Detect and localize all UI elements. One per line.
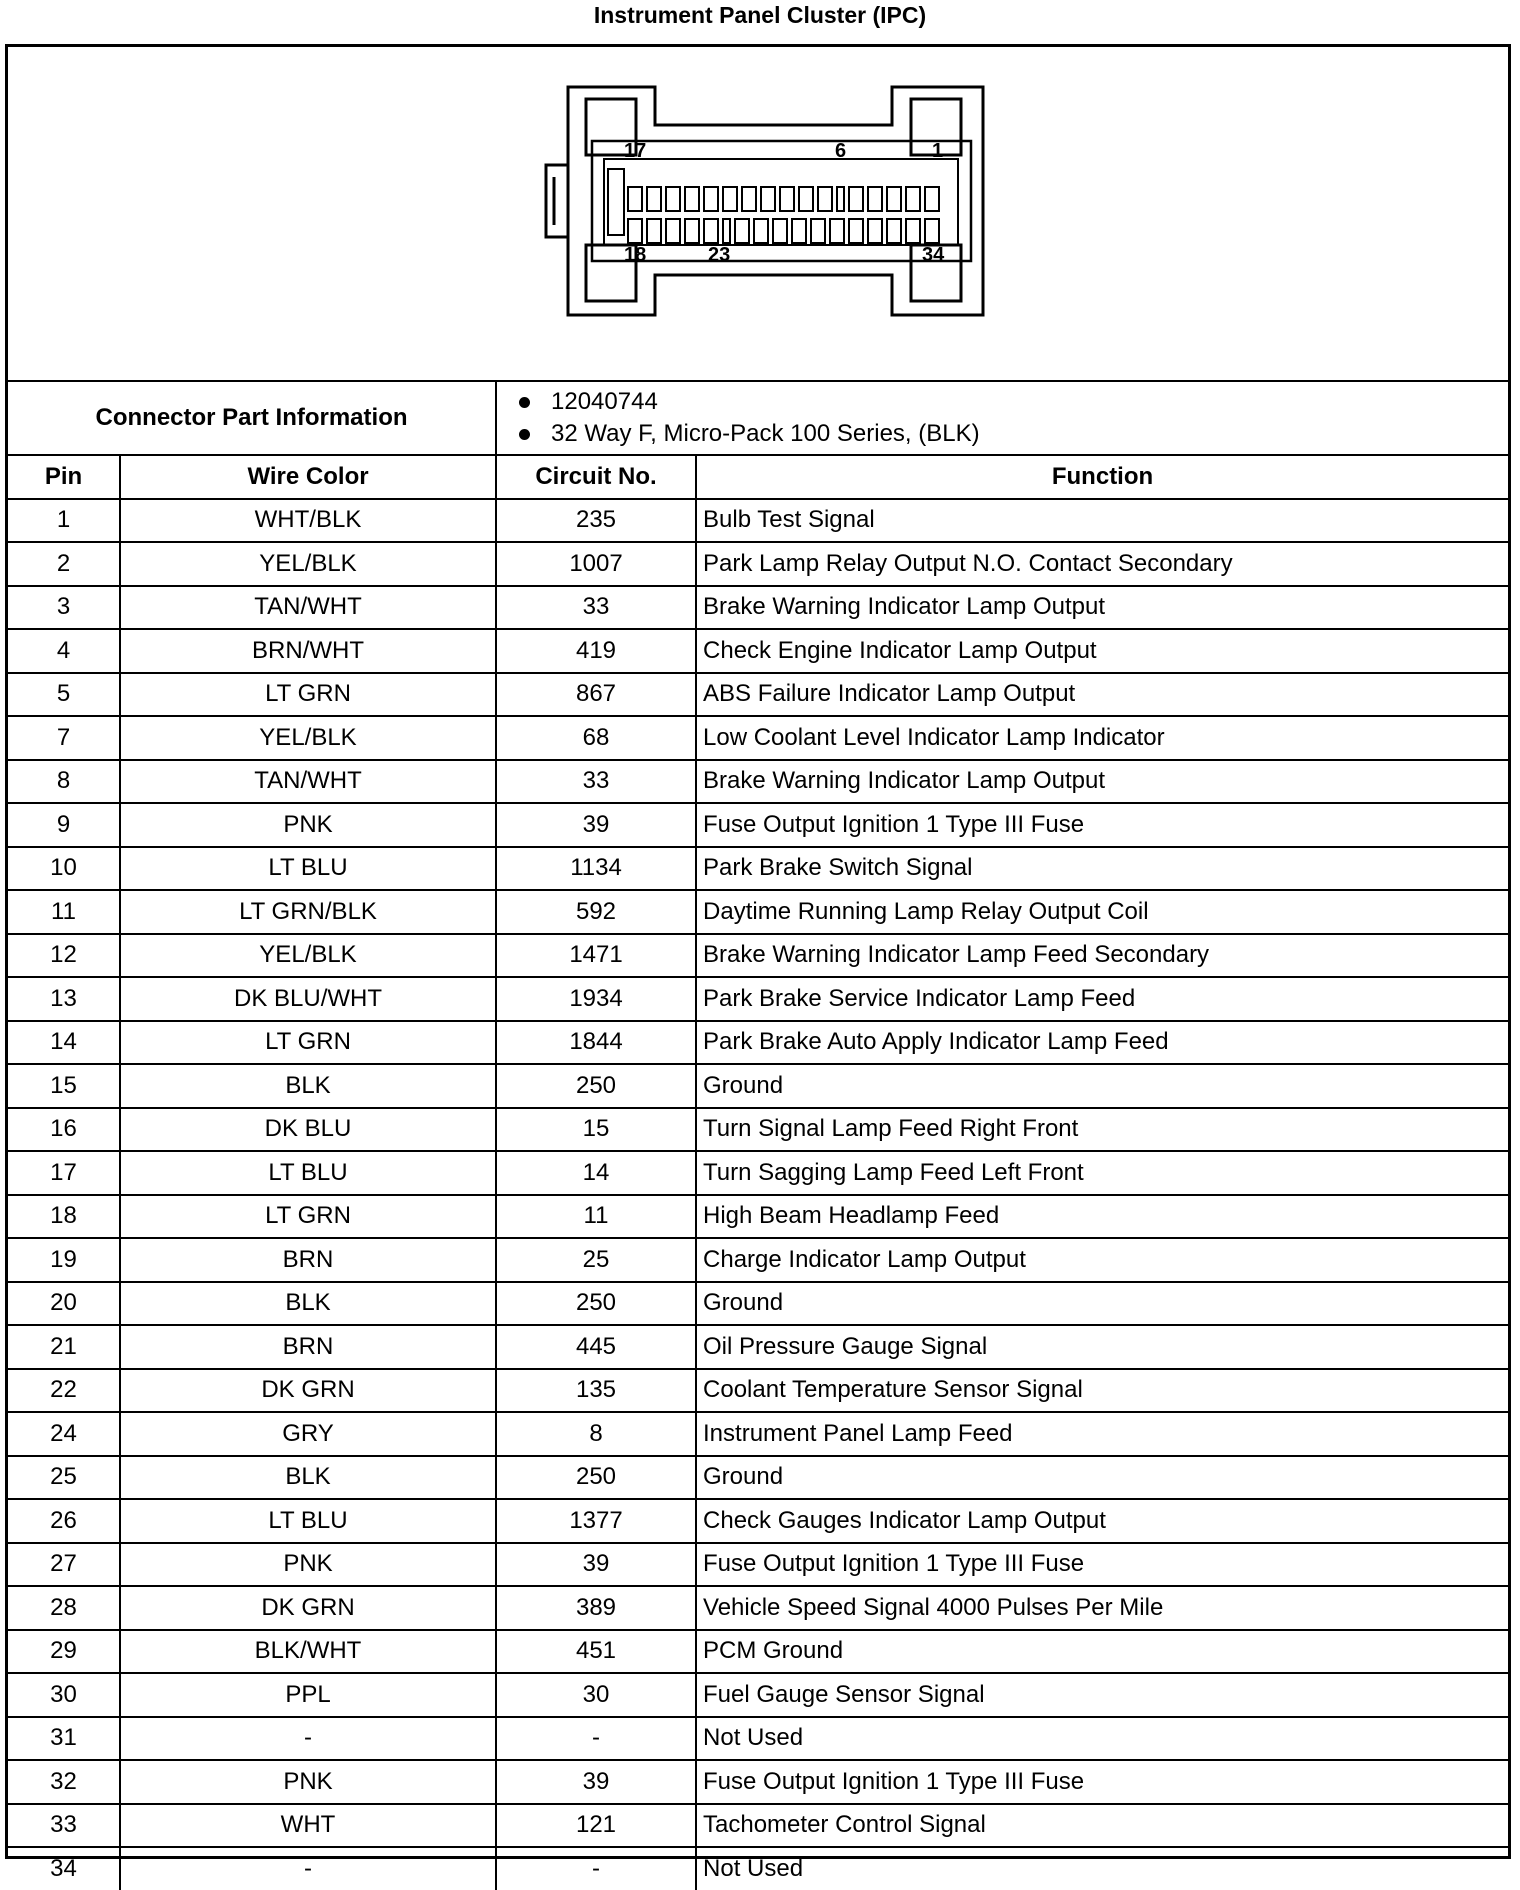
cell-wire-color: LT GRN	[120, 1195, 496, 1239]
pin-label-1: 1	[932, 140, 944, 162]
pin-cavity	[799, 187, 813, 211]
cell-pin: 27	[8, 1543, 120, 1587]
cell-function: ABS Failure Indicator Lamp Output	[696, 673, 1508, 717]
cell-pin: 15	[8, 1064, 120, 1108]
cell-wire-color: WHT/BLK	[120, 499, 496, 543]
table-row	[8, 1543, 1508, 1587]
cell-wire-color: YEL/BLK	[120, 542, 496, 586]
cell-pin: 19	[8, 1238, 120, 1282]
table-row	[8, 1847, 1508, 1890]
cell-circuit: 68	[496, 716, 696, 760]
cell-circuit: 33	[496, 760, 696, 804]
cell-function: Brake Warning Indicator Lamp Feed Secondary	[696, 934, 1508, 978]
cell-function: Park Brake Service Indicator Lamp Feed	[696, 977, 1508, 1021]
pin-cavity	[628, 219, 642, 243]
cell-wire-color: PPL	[120, 1673, 496, 1717]
cell-circuit: 39	[496, 803, 696, 847]
cell-pin: 30	[8, 1673, 120, 1717]
cell-wire-color: YEL/BLK	[120, 716, 496, 760]
cell-wire-color: DK GRN	[120, 1369, 496, 1413]
pin-cavity	[628, 187, 642, 211]
table-row	[8, 847, 1508, 891]
table-row	[8, 1064, 1508, 1108]
table-row	[8, 1021, 1508, 1065]
pin-cavity	[837, 187, 844, 211]
header-row	[8, 455, 1508, 499]
cell-pin: 1	[8, 499, 120, 543]
table-row	[8, 1760, 1508, 1804]
connector-diagram	[8, 47, 1508, 382]
table-row	[8, 1456, 1508, 1500]
cell-pin: 33	[8, 1804, 120, 1848]
pin-cavity	[849, 219, 863, 243]
cell-pin: 32	[8, 1760, 120, 1804]
cell-function: Park Brake Auto Apply Indicator Lamp Feed	[696, 1021, 1508, 1065]
cell-function: Fuel Gauge Sensor Signal	[696, 1673, 1508, 1717]
cell-wire-color: BLK	[120, 1064, 496, 1108]
cell-circuit: 1471	[496, 934, 696, 978]
cell-circuit: 867	[496, 673, 696, 717]
cell-function: Park Lamp Relay Output N.O. Contact Secondary	[696, 542, 1508, 586]
cell-pin: 29	[8, 1630, 120, 1674]
cell-circuit: 1377	[496, 1499, 696, 1543]
table-row	[8, 1195, 1508, 1239]
cell-pin: 14	[8, 1021, 120, 1065]
cell-wire-color: LT GRN	[120, 673, 496, 717]
cell-function: Fuse Output Ignition 1 Type III Fuse	[696, 1760, 1508, 1804]
cell-pin: 4	[8, 629, 120, 673]
table-row	[8, 934, 1508, 978]
cell-pin: 2	[8, 542, 120, 586]
cell-pin: 10	[8, 847, 120, 891]
cell-circuit: -	[496, 1717, 696, 1761]
cell-wire-color: WHT	[120, 1804, 496, 1848]
pin-cavity	[925, 219, 939, 243]
pinout-table	[8, 382, 1508, 1890]
pin-cavity	[868, 187, 882, 211]
cell-function: Oil Pressure Gauge Signal	[696, 1325, 1508, 1369]
table-row	[8, 1325, 1508, 1369]
pin-label-17: 17	[624, 140, 647, 162]
cell-circuit: 389	[496, 1586, 696, 1630]
cell-function: Ground	[696, 1064, 1508, 1108]
cell-wire-color: BLK/WHT	[120, 1630, 496, 1674]
table-row	[8, 1238, 1508, 1282]
table-row	[8, 760, 1508, 804]
cell-pin: 34	[8, 1847, 120, 1890]
table-row	[8, 1717, 1508, 1761]
cell-function: Check Gauges Indicator Lamp Output	[696, 1499, 1508, 1543]
cell-wire-color: LT BLU	[120, 847, 496, 891]
pin-cavity	[647, 187, 661, 211]
cell-function: Brake Warning Indicator Lamp Output	[696, 760, 1508, 804]
table-row	[8, 1630, 1508, 1674]
cell-function: Park Brake Switch Signal	[696, 847, 1508, 891]
cell-pin: 28	[8, 1586, 120, 1630]
cell-wire-color: DK BLU/WHT	[120, 977, 496, 1021]
pin-cavity	[773, 219, 787, 243]
cell-function: PCM Ground	[696, 1630, 1508, 1674]
table-row	[8, 629, 1508, 673]
cell-pin: 17	[8, 1151, 120, 1195]
table-row	[8, 1282, 1508, 1326]
cell-pin: 13	[8, 977, 120, 1021]
cell-circuit: 451	[496, 1630, 696, 1674]
cell-circuit: 25	[496, 1238, 696, 1282]
cell-circuit: 1007	[496, 542, 696, 586]
pin-cavity	[723, 219, 730, 243]
cell-function: Fuse Output Ignition 1 Type III Fuse	[696, 803, 1508, 847]
cell-wire-color: BLK	[120, 1456, 496, 1500]
pin-cavity	[868, 219, 882, 243]
cell-pin: 8	[8, 760, 120, 804]
cell-pin: 20	[8, 1282, 120, 1326]
cell-circuit: 235	[496, 499, 696, 543]
cell-function: Not Used	[696, 1847, 1508, 1890]
pin-cavity	[849, 187, 863, 211]
pin-cavity	[647, 219, 661, 243]
cell-function: Turn Signal Lamp Feed Right Front	[696, 1108, 1508, 1152]
cell-wire-color: LT BLU	[120, 1151, 496, 1195]
cell-wire-color: BRN	[120, 1325, 496, 1369]
pin-cavity	[761, 187, 775, 211]
cell-wire-color: TAN/WHT	[120, 586, 496, 630]
cell-function: Fuse Output Ignition 1 Type III Fuse	[696, 1543, 1508, 1587]
cell-wire-color: -	[120, 1717, 496, 1761]
cell-pin: 21	[8, 1325, 120, 1369]
cell-circuit: 250	[496, 1456, 696, 1500]
header-wire-color: Wire Color	[120, 455, 496, 499]
cell-wire-color: PNK	[120, 803, 496, 847]
cell-wire-color: PNK	[120, 1760, 496, 1804]
cell-wire-color: DK BLU	[120, 1108, 496, 1152]
cell-circuit: 250	[496, 1064, 696, 1108]
cell-wire-color: LT BLU	[120, 1499, 496, 1543]
cell-circuit: 15	[496, 1108, 696, 1152]
cell-function: Ground	[696, 1456, 1508, 1500]
cell-circuit: 419	[496, 629, 696, 673]
connector-info-row	[8, 382, 1508, 455]
cell-pin: 26	[8, 1499, 120, 1543]
pin-cavity	[925, 187, 939, 211]
cell-pin: 18	[8, 1195, 120, 1239]
cell-wire-color: YEL/BLK	[120, 934, 496, 978]
pin-cavity	[906, 187, 920, 211]
pin-cavity	[742, 187, 756, 211]
part-number: 12040744	[519, 386, 1508, 418]
cell-circuit: 1934	[496, 977, 696, 1021]
cell-circuit: 250	[496, 1282, 696, 1326]
pin-cavity	[723, 187, 737, 211]
table-row	[8, 1673, 1508, 1717]
page-title: Instrument Panel Cluster (IPC)	[593, 2, 927, 28]
pin-cavity	[906, 219, 920, 243]
cell-pin: 9	[8, 803, 120, 847]
connector-face-drawing	[8, 47, 1508, 382]
cell-pin: 5	[8, 673, 120, 717]
connector-table-frame	[5, 44, 1511, 1882]
cell-pin: 24	[8, 1412, 120, 1456]
pin-cavity	[811, 219, 825, 243]
pin-cavity	[818, 187, 832, 211]
table-row	[8, 1369, 1508, 1413]
cell-circuit: 39	[496, 1543, 696, 1587]
pin-cavity	[704, 219, 718, 243]
table-row	[8, 673, 1508, 717]
table-row	[8, 1586, 1508, 1630]
pin-cavity	[780, 187, 794, 211]
pin-label-23: 23	[708, 244, 731, 266]
cell-pin: 11	[8, 890, 120, 934]
cell-pin: 25	[8, 1456, 120, 1500]
table-row	[8, 586, 1508, 630]
header-circuit: Circuit No.	[496, 455, 696, 499]
cell-pin: 3	[8, 586, 120, 630]
cell-function: Low Coolant Level Indicator Lamp Indicator	[696, 716, 1508, 760]
cell-function: Vehicle Speed Signal 4000 Pulses Per Mile	[696, 1586, 1508, 1630]
cell-wire-color: LT GRN	[120, 1021, 496, 1065]
cell-function: Instrument Panel Lamp Feed	[696, 1412, 1508, 1456]
pin-cavity	[735, 219, 749, 243]
header-pin: Pin	[8, 455, 120, 499]
pin-cavity	[704, 187, 718, 211]
table-row	[8, 977, 1508, 1021]
cell-function: Not Used	[696, 1717, 1508, 1761]
cell-wire-color: LT GRN/BLK	[120, 890, 496, 934]
cell-circuit: 39	[496, 1760, 696, 1804]
table-row	[8, 1108, 1508, 1152]
pin-cavity	[792, 219, 806, 243]
cell-wire-color: BRN	[120, 1238, 496, 1282]
cell-function: Bulb Test Signal	[696, 499, 1508, 543]
table-row	[8, 1499, 1508, 1543]
connector-info-label: Connector Part Information	[8, 382, 496, 455]
table-row	[8, 542, 1508, 586]
cell-wire-color: DK GRN	[120, 1586, 496, 1630]
pin-cavity	[754, 219, 768, 243]
cell-function: Tachometer Control Signal	[696, 1804, 1508, 1848]
cell-function: Ground	[696, 1282, 1508, 1326]
pin-cavity	[666, 219, 680, 243]
cell-function: Daytime Running Lamp Relay Output Coil	[696, 890, 1508, 934]
cell-circuit: -	[496, 1847, 696, 1890]
table-row	[8, 716, 1508, 760]
cell-circuit: 121	[496, 1804, 696, 1848]
connector-info-values	[496, 382, 1508, 455]
cell-circuit: 592	[496, 890, 696, 934]
cell-function: Check Engine Indicator Lamp Output	[696, 629, 1508, 673]
cell-wire-color: GRY	[120, 1412, 496, 1456]
cell-circuit: 445	[496, 1325, 696, 1369]
cell-pin: 22	[8, 1369, 120, 1413]
cell-function: High Beam Headlamp Feed	[696, 1195, 1508, 1239]
pin-cavity	[666, 187, 680, 211]
cell-circuit: 11	[496, 1195, 696, 1239]
cell-function: Brake Warning Indicator Lamp Output	[696, 586, 1508, 630]
table-row	[8, 890, 1508, 934]
cell-circuit: 1134	[496, 847, 696, 891]
cell-pin: 7	[8, 716, 120, 760]
table-row	[8, 499, 1508, 543]
cell-circuit: 14	[496, 1151, 696, 1195]
cell-circuit: 33	[496, 586, 696, 630]
pin-label-6: 6	[835, 140, 847, 162]
pin-label-34: 34	[922, 244, 945, 266]
cell-function: Coolant Temperature Sensor Signal	[696, 1369, 1508, 1413]
cell-wire-color: BRN/WHT	[120, 629, 496, 673]
cell-circuit: 1844	[496, 1021, 696, 1065]
header-function: Function	[696, 455, 1508, 499]
cell-wire-color: TAN/WHT	[120, 760, 496, 804]
cell-circuit: 30	[496, 1673, 696, 1717]
cell-wire-color: PNK	[120, 1543, 496, 1587]
pin-cavity	[685, 187, 699, 211]
cell-circuit: 8	[496, 1412, 696, 1456]
cell-pin: 31	[8, 1717, 120, 1761]
cell-pin: 16	[8, 1108, 120, 1152]
cell-function: Charge Indicator Lamp Output	[696, 1238, 1508, 1282]
table-row	[8, 803, 1508, 847]
table-row	[8, 1412, 1508, 1456]
cell-wire-color: -	[120, 1847, 496, 1890]
connector-description: 32 Way F, Micro-Pack 100 Series, (BLK)	[519, 418, 1508, 450]
pin-cavity	[887, 187, 901, 211]
table-row	[8, 1151, 1508, 1195]
cell-wire-color: BLK	[120, 1282, 496, 1326]
cell-function: Turn Sagging Lamp Feed Left Front	[696, 1151, 1508, 1195]
pin-label-18: 18	[624, 244, 647, 266]
pin-cavity	[887, 219, 901, 243]
table-row	[8, 1804, 1508, 1848]
pin-cavity	[830, 219, 844, 243]
pin-cavity	[685, 219, 699, 243]
cell-pin: 12	[8, 934, 120, 978]
cell-circuit: 135	[496, 1369, 696, 1413]
